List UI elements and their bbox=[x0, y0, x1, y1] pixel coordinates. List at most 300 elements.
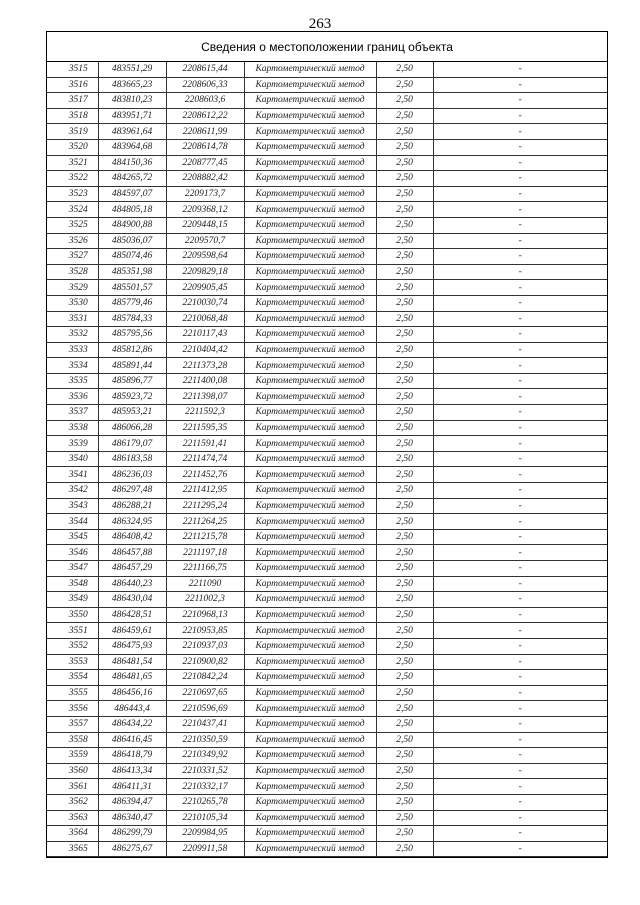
note-cell: - bbox=[433, 249, 607, 265]
x-coordinate-cell: 486411,31 bbox=[98, 779, 166, 795]
y-coordinate-cell: 2211166,75 bbox=[166, 561, 244, 577]
table-row bbox=[47, 233, 607, 249]
method-cell: Картометрический метод bbox=[244, 732, 376, 748]
point-number-cell: 3538 bbox=[47, 420, 98, 436]
table-row bbox=[47, 670, 607, 686]
note-cell: - bbox=[433, 373, 607, 389]
error-cell: 2,50 bbox=[376, 732, 433, 748]
table-row bbox=[47, 327, 607, 343]
note-cell: - bbox=[433, 202, 607, 218]
note-cell: - bbox=[433, 93, 607, 109]
note-cell: - bbox=[433, 841, 607, 857]
y-coordinate-cell: 2209570,7 bbox=[166, 233, 244, 249]
y-coordinate-cell: 2210596,69 bbox=[166, 701, 244, 717]
y-coordinate-cell: 2210349,92 bbox=[166, 748, 244, 764]
error-cell: 2,50 bbox=[376, 295, 433, 311]
table-row bbox=[47, 763, 607, 779]
point-number-cell: 3519 bbox=[47, 124, 98, 140]
note-cell: - bbox=[433, 451, 607, 467]
y-coordinate-cell: 2210265,78 bbox=[166, 794, 244, 810]
error-cell: 2,50 bbox=[376, 311, 433, 327]
section-title: Сведения о местоположении границ объекта bbox=[47, 32, 607, 62]
error-cell: 2,50 bbox=[376, 592, 433, 608]
point-number-cell: 3533 bbox=[47, 342, 98, 358]
method-cell: Картометрический метод bbox=[244, 638, 376, 654]
y-coordinate-cell: 2209911,58 bbox=[166, 841, 244, 857]
method-cell: Картометрический метод bbox=[244, 77, 376, 93]
table-row bbox=[47, 264, 607, 280]
note-cell: - bbox=[433, 108, 607, 124]
error-cell: 2,50 bbox=[376, 202, 433, 218]
error-cell: 2,50 bbox=[376, 233, 433, 249]
y-coordinate-cell: 2208615,44 bbox=[166, 62, 244, 77]
note-cell: - bbox=[433, 685, 607, 701]
method-cell: Картометрический метод bbox=[244, 249, 376, 265]
point-number-cell: 3565 bbox=[47, 841, 98, 857]
y-coordinate-cell: 2209905,45 bbox=[166, 280, 244, 296]
table-row bbox=[47, 810, 607, 826]
y-coordinate-cell: 2208612,22 bbox=[166, 108, 244, 124]
point-number-cell: 3551 bbox=[47, 623, 98, 639]
error-cell: 2,50 bbox=[376, 716, 433, 732]
error-cell: 2,50 bbox=[376, 498, 433, 514]
error-cell: 2,50 bbox=[376, 139, 433, 155]
method-cell: Картометрический метод bbox=[244, 217, 376, 233]
note-cell: - bbox=[433, 483, 607, 499]
table-row bbox=[47, 108, 607, 124]
y-coordinate-cell: 2210404,42 bbox=[166, 342, 244, 358]
method-cell: Картометрический метод bbox=[244, 108, 376, 124]
error-cell: 2,50 bbox=[376, 467, 433, 483]
error-cell: 2,50 bbox=[376, 217, 433, 233]
error-cell: 2,50 bbox=[376, 171, 433, 187]
x-coordinate-cell: 484265,72 bbox=[98, 171, 166, 187]
point-number-cell: 3539 bbox=[47, 436, 98, 452]
point-number-cell: 3555 bbox=[47, 685, 98, 701]
y-coordinate-cell: 2210117,43 bbox=[166, 327, 244, 343]
y-coordinate-cell: 2208611,99 bbox=[166, 124, 244, 140]
error-cell: 2,50 bbox=[376, 93, 433, 109]
y-coordinate-cell: 2211264,25 bbox=[166, 514, 244, 530]
x-coordinate-cell: 485896,77 bbox=[98, 373, 166, 389]
page-number: 263 bbox=[308, 16, 332, 32]
method-cell: Картометрический метод bbox=[244, 405, 376, 421]
error-cell: 2,50 bbox=[376, 155, 433, 171]
note-cell: - bbox=[433, 217, 607, 233]
method-cell: Картометрический метод bbox=[244, 451, 376, 467]
method-cell: Картометрический метод bbox=[244, 373, 376, 389]
table-row bbox=[47, 826, 607, 842]
y-coordinate-cell: 2211591,41 bbox=[166, 436, 244, 452]
x-coordinate-cell: 486440,23 bbox=[98, 576, 166, 592]
x-coordinate-cell: 486179,07 bbox=[98, 436, 166, 452]
error-cell: 2,50 bbox=[376, 654, 433, 670]
note-cell: - bbox=[433, 592, 607, 608]
x-coordinate-cell: 483961,64 bbox=[98, 124, 166, 140]
note-cell: - bbox=[433, 77, 607, 93]
x-coordinate-cell: 486183,58 bbox=[98, 451, 166, 467]
note-cell: - bbox=[433, 171, 607, 187]
note-cell: - bbox=[433, 561, 607, 577]
point-number-cell: 3520 bbox=[47, 139, 98, 155]
note-cell: - bbox=[433, 514, 607, 530]
error-cell: 2,50 bbox=[376, 327, 433, 343]
table-row bbox=[47, 249, 607, 265]
point-number-cell: 3516 bbox=[47, 77, 98, 93]
x-coordinate-cell: 486297,48 bbox=[98, 483, 166, 499]
table-row bbox=[47, 280, 607, 296]
point-number-cell: 3535 bbox=[47, 373, 98, 389]
y-coordinate-cell: 2211452,76 bbox=[166, 467, 244, 483]
y-coordinate-cell: 2209598,64 bbox=[166, 249, 244, 265]
x-coordinate-cell: 485953,21 bbox=[98, 405, 166, 421]
note-cell: - bbox=[433, 732, 607, 748]
note-cell: - bbox=[433, 420, 607, 436]
point-number-cell: 3537 bbox=[47, 405, 98, 421]
error-cell: 2,50 bbox=[376, 576, 433, 592]
x-coordinate-cell: 486443,4 bbox=[98, 701, 166, 717]
method-cell: Картометрический метод bbox=[244, 311, 376, 327]
method-cell: Картометрический метод bbox=[244, 264, 376, 280]
x-coordinate-cell: 486457,88 bbox=[98, 545, 166, 561]
point-number-cell: 3562 bbox=[47, 794, 98, 810]
point-number-cell: 3561 bbox=[47, 779, 98, 795]
y-coordinate-cell: 2211002,3 bbox=[166, 592, 244, 608]
note-cell: - bbox=[433, 155, 607, 171]
error-cell: 2,50 bbox=[376, 436, 433, 452]
error-cell: 2,50 bbox=[376, 249, 433, 265]
x-coordinate-cell: 485784,33 bbox=[98, 311, 166, 327]
error-cell: 2,50 bbox=[376, 124, 433, 140]
table-row bbox=[47, 451, 607, 467]
y-coordinate-cell: 2210331,52 bbox=[166, 763, 244, 779]
method-cell: Картометрический метод bbox=[244, 670, 376, 686]
error-cell: 2,50 bbox=[376, 373, 433, 389]
method-cell: Картометрический метод bbox=[244, 763, 376, 779]
note-cell: - bbox=[433, 670, 607, 686]
note-cell: - bbox=[433, 280, 607, 296]
point-number-cell: 3524 bbox=[47, 202, 98, 218]
method-cell: Картометрический метод bbox=[244, 716, 376, 732]
y-coordinate-cell: 2208777,45 bbox=[166, 155, 244, 171]
note-cell: - bbox=[433, 794, 607, 810]
method-cell: Картометрический метод bbox=[244, 826, 376, 842]
x-coordinate-cell: 483665,23 bbox=[98, 77, 166, 93]
y-coordinate-cell: 2209829,18 bbox=[166, 264, 244, 280]
y-coordinate-cell: 2209448,15 bbox=[166, 217, 244, 233]
note-cell: - bbox=[433, 233, 607, 249]
y-coordinate-cell: 2208614,78 bbox=[166, 139, 244, 155]
x-coordinate-cell: 485812,86 bbox=[98, 342, 166, 358]
error-cell: 2,50 bbox=[376, 529, 433, 545]
method-cell: Картометрический метод bbox=[244, 561, 376, 577]
x-coordinate-cell: 486413,34 bbox=[98, 763, 166, 779]
point-number-cell: 3558 bbox=[47, 732, 98, 748]
point-number-cell: 3545 bbox=[47, 529, 98, 545]
x-coordinate-cell: 486418,79 bbox=[98, 748, 166, 764]
point-number-cell: 3534 bbox=[47, 358, 98, 374]
point-number-cell: 3540 bbox=[47, 451, 98, 467]
table-row bbox=[47, 514, 607, 530]
method-cell: Картометрический метод bbox=[244, 342, 376, 358]
point-number-cell: 3544 bbox=[47, 514, 98, 530]
point-number-cell: 3525 bbox=[47, 217, 98, 233]
x-coordinate-cell: 483551,29 bbox=[98, 62, 166, 77]
method-cell: Картометрический метод bbox=[244, 202, 376, 218]
error-cell: 2,50 bbox=[376, 841, 433, 857]
table-row bbox=[47, 311, 607, 327]
y-coordinate-cell: 2210068,48 bbox=[166, 311, 244, 327]
method-cell: Картометрический метод bbox=[244, 483, 376, 499]
method-cell: Картометрический метод bbox=[244, 186, 376, 202]
table-row bbox=[47, 561, 607, 577]
method-cell: Картометрический метод bbox=[244, 514, 376, 530]
point-number-cell: 3526 bbox=[47, 233, 98, 249]
point-number-cell: 3552 bbox=[47, 638, 98, 654]
point-number-cell: 3518 bbox=[47, 108, 98, 124]
method-cell: Картометрический метод bbox=[244, 327, 376, 343]
point-number-cell: 3527 bbox=[47, 249, 98, 265]
y-coordinate-cell: 2210900,82 bbox=[166, 654, 244, 670]
method-cell: Картометрический метод bbox=[244, 545, 376, 561]
error-cell: 2,50 bbox=[376, 186, 433, 202]
error-cell: 2,50 bbox=[376, 623, 433, 639]
method-cell: Картометрический метод bbox=[244, 529, 376, 545]
x-coordinate-cell: 486459,61 bbox=[98, 623, 166, 639]
method-cell: Картометрический метод bbox=[244, 233, 376, 249]
note-cell: - bbox=[433, 810, 607, 826]
table-row bbox=[47, 545, 607, 561]
table-row bbox=[47, 373, 607, 389]
method-cell: Картометрический метод bbox=[244, 841, 376, 857]
point-number-cell: 3536 bbox=[47, 389, 98, 405]
error-cell: 2,50 bbox=[376, 451, 433, 467]
point-number-cell: 3542 bbox=[47, 483, 98, 499]
note-cell: - bbox=[433, 638, 607, 654]
error-cell: 2,50 bbox=[376, 810, 433, 826]
coordinates-table bbox=[47, 62, 607, 857]
x-coordinate-cell: 486275,67 bbox=[98, 841, 166, 857]
note-cell: - bbox=[433, 436, 607, 452]
point-number-cell: 3523 bbox=[47, 186, 98, 202]
table-row bbox=[47, 732, 607, 748]
error-cell: 2,50 bbox=[376, 389, 433, 405]
x-coordinate-cell: 485351,98 bbox=[98, 264, 166, 280]
y-coordinate-cell: 2209984,95 bbox=[166, 826, 244, 842]
note-cell: - bbox=[433, 467, 607, 483]
method-cell: Картометрический метод bbox=[244, 748, 376, 764]
table-row bbox=[47, 124, 607, 140]
note-cell: - bbox=[433, 654, 607, 670]
table-row bbox=[47, 342, 607, 358]
table-row bbox=[47, 420, 607, 436]
x-coordinate-cell: 484597,07 bbox=[98, 186, 166, 202]
error-cell: 2,50 bbox=[376, 358, 433, 374]
x-coordinate-cell: 486324,95 bbox=[98, 514, 166, 530]
table-row bbox=[47, 171, 607, 187]
y-coordinate-cell: 2211373,28 bbox=[166, 358, 244, 374]
point-number-cell: 3549 bbox=[47, 592, 98, 608]
note-cell: - bbox=[433, 405, 607, 421]
error-cell: 2,50 bbox=[376, 108, 433, 124]
note-cell: - bbox=[433, 545, 607, 561]
table-row bbox=[47, 701, 607, 717]
point-number-cell: 3522 bbox=[47, 171, 98, 187]
method-cell: Картометрический метод bbox=[244, 139, 376, 155]
point-number-cell: 3548 bbox=[47, 576, 98, 592]
table-row bbox=[47, 623, 607, 639]
note-cell: - bbox=[433, 264, 607, 280]
x-coordinate-cell: 484150,36 bbox=[98, 155, 166, 171]
method-cell: Картометрический метод bbox=[244, 623, 376, 639]
error-cell: 2,50 bbox=[376, 405, 433, 421]
error-cell: 2,50 bbox=[376, 685, 433, 701]
method-cell: Картометрический метод bbox=[244, 654, 376, 670]
x-coordinate-cell: 486408,42 bbox=[98, 529, 166, 545]
error-cell: 2,50 bbox=[376, 748, 433, 764]
error-cell: 2,50 bbox=[376, 638, 433, 654]
error-cell: 2,50 bbox=[376, 264, 433, 280]
x-coordinate-cell: 483810,23 bbox=[98, 93, 166, 109]
note-cell: - bbox=[433, 763, 607, 779]
x-coordinate-cell: 486481,65 bbox=[98, 670, 166, 686]
coordinates-table-body bbox=[47, 62, 607, 857]
y-coordinate-cell: 2210437,41 bbox=[166, 716, 244, 732]
table-row bbox=[47, 217, 607, 233]
x-coordinate-cell: 486236,03 bbox=[98, 467, 166, 483]
note-cell: - bbox=[433, 139, 607, 155]
point-number-cell: 3547 bbox=[47, 561, 98, 577]
method-cell: Картометрический метод bbox=[244, 794, 376, 810]
method-cell: Картометрический метод bbox=[244, 171, 376, 187]
y-coordinate-cell: 2210030,74 bbox=[166, 295, 244, 311]
note-cell: - bbox=[433, 342, 607, 358]
error-cell: 2,50 bbox=[376, 420, 433, 436]
method-cell: Картометрический метод bbox=[244, 155, 376, 171]
x-coordinate-cell: 483951,71 bbox=[98, 108, 166, 124]
method-cell: Картометрический метод bbox=[244, 701, 376, 717]
y-coordinate-cell: 2208882,42 bbox=[166, 171, 244, 187]
table-row bbox=[47, 654, 607, 670]
y-coordinate-cell: 2210937,03 bbox=[166, 638, 244, 654]
error-cell: 2,50 bbox=[376, 280, 433, 296]
note-cell: - bbox=[433, 607, 607, 623]
x-coordinate-cell: 486430,04 bbox=[98, 592, 166, 608]
method-cell: Картометрический метод bbox=[244, 607, 376, 623]
y-coordinate-cell: 2210842,24 bbox=[166, 670, 244, 686]
x-coordinate-cell: 485779,46 bbox=[98, 295, 166, 311]
y-coordinate-cell: 2211197,18 bbox=[166, 545, 244, 561]
method-cell: Картометрический метод bbox=[244, 358, 376, 374]
error-cell: 2,50 bbox=[376, 826, 433, 842]
point-number-cell: 3559 bbox=[47, 748, 98, 764]
point-number-cell: 3529 bbox=[47, 280, 98, 296]
table-row bbox=[47, 358, 607, 374]
x-coordinate-cell: 486434,22 bbox=[98, 716, 166, 732]
x-coordinate-cell: 484900,88 bbox=[98, 217, 166, 233]
y-coordinate-cell: 2211090 bbox=[166, 576, 244, 592]
x-coordinate-cell: 485891,44 bbox=[98, 358, 166, 374]
error-cell: 2,50 bbox=[376, 77, 433, 93]
method-cell: Картометрический метод bbox=[244, 685, 376, 701]
point-number-cell: 3554 bbox=[47, 670, 98, 686]
note-cell: - bbox=[433, 358, 607, 374]
method-cell: Картометрический метод bbox=[244, 389, 376, 405]
note-cell: - bbox=[433, 576, 607, 592]
point-number-cell: 3532 bbox=[47, 327, 98, 343]
y-coordinate-cell: 2210105,34 bbox=[166, 810, 244, 826]
y-coordinate-cell: 2211595,35 bbox=[166, 420, 244, 436]
table-row bbox=[47, 389, 607, 405]
error-cell: 2,50 bbox=[376, 794, 433, 810]
error-cell: 2,50 bbox=[376, 701, 433, 717]
error-cell: 2,50 bbox=[376, 62, 433, 77]
method-cell: Картометрический метод bbox=[244, 295, 376, 311]
method-cell: Картометрический метод bbox=[244, 436, 376, 452]
table-row bbox=[47, 483, 607, 499]
x-coordinate-cell: 486481,54 bbox=[98, 654, 166, 670]
x-coordinate-cell: 485923,72 bbox=[98, 389, 166, 405]
method-cell: Картометрический метод bbox=[244, 93, 376, 109]
y-coordinate-cell: 2210332,17 bbox=[166, 779, 244, 795]
error-cell: 2,50 bbox=[376, 514, 433, 530]
note-cell: - bbox=[433, 701, 607, 717]
point-number-cell: 3553 bbox=[47, 654, 98, 670]
x-coordinate-cell: 486394,47 bbox=[98, 794, 166, 810]
y-coordinate-cell: 2211398,07 bbox=[166, 389, 244, 405]
x-coordinate-cell: 486288,21 bbox=[98, 498, 166, 514]
x-coordinate-cell: 486475,93 bbox=[98, 638, 166, 654]
table-row bbox=[47, 841, 607, 857]
table-row bbox=[47, 62, 607, 77]
y-coordinate-cell: 2210953,85 bbox=[166, 623, 244, 639]
table-row bbox=[47, 93, 607, 109]
point-number-cell: 3550 bbox=[47, 607, 98, 623]
x-coordinate-cell: 486428,51 bbox=[98, 607, 166, 623]
y-coordinate-cell: 2209173,7 bbox=[166, 186, 244, 202]
point-number-cell: 3531 bbox=[47, 311, 98, 327]
method-cell: Картометрический метод bbox=[244, 62, 376, 77]
y-coordinate-cell: 2211400,08 bbox=[166, 373, 244, 389]
table-row bbox=[47, 498, 607, 514]
x-coordinate-cell: 486456,16 bbox=[98, 685, 166, 701]
x-coordinate-cell: 485036,07 bbox=[98, 233, 166, 249]
y-coordinate-cell: 2208606,33 bbox=[166, 77, 244, 93]
point-number-cell: 3546 bbox=[47, 545, 98, 561]
x-coordinate-cell: 483964,68 bbox=[98, 139, 166, 155]
method-cell: Картометрический метод bbox=[244, 467, 376, 483]
table-row bbox=[47, 467, 607, 483]
method-cell: Картометрический метод bbox=[244, 124, 376, 140]
note-cell: - bbox=[433, 311, 607, 327]
table-row bbox=[47, 779, 607, 795]
error-cell: 2,50 bbox=[376, 545, 433, 561]
note-cell: - bbox=[433, 124, 607, 140]
table-row bbox=[47, 576, 607, 592]
y-coordinate-cell: 2210968,13 bbox=[166, 607, 244, 623]
x-coordinate-cell: 486457,29 bbox=[98, 561, 166, 577]
note-cell: - bbox=[433, 716, 607, 732]
note-cell: - bbox=[433, 529, 607, 545]
point-number-cell: 3530 bbox=[47, 295, 98, 311]
x-coordinate-cell: 486066,28 bbox=[98, 420, 166, 436]
point-number-cell: 3528 bbox=[47, 264, 98, 280]
table-row bbox=[47, 186, 607, 202]
x-coordinate-cell: 485501,57 bbox=[98, 280, 166, 296]
note-cell: - bbox=[433, 826, 607, 842]
table-row bbox=[47, 405, 607, 421]
table-row bbox=[47, 748, 607, 764]
